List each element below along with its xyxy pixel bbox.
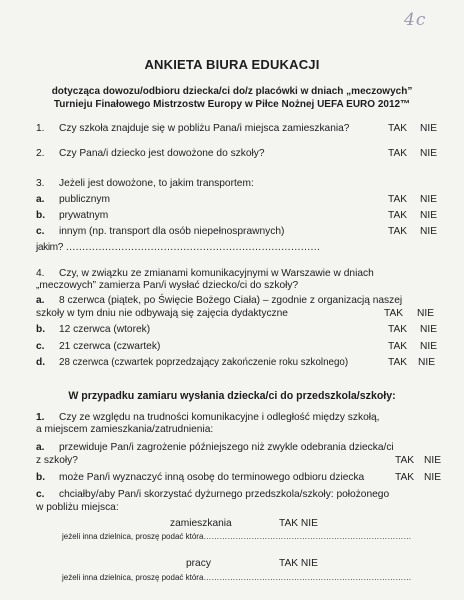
answer-tak[interactable]: TAK bbox=[388, 226, 408, 237]
option-text-line-2: z szkoły? bbox=[36, 455, 78, 466]
answer-tak[interactable]: TAK bbox=[388, 123, 408, 134]
option-text: 21 czerwca (czwartek) bbox=[59, 341, 161, 352]
question-number: 2. bbox=[36, 148, 45, 159]
answer-tak[interactable]: TAK bbox=[388, 148, 408, 159]
question-text: Czy szkoła znajduje się w pobliżu Pana/i miejsca zamieszkania? bbox=[59, 123, 350, 134]
question-number: 4. bbox=[36, 268, 45, 279]
answer-nie[interactable]: NIE bbox=[420, 210, 437, 221]
question-text: Czy Pana/i dziecko jest dowożone do szkoły? bbox=[59, 148, 265, 159]
option-letter: a. bbox=[36, 295, 45, 306]
option-text-line-1: 8 czerwca (piątek, po Święcie Bożego Ciała) – zgodnie z organizacją naszej bbox=[59, 295, 403, 306]
option-letter: a. bbox=[36, 194, 45, 205]
question-4-option-a-line-2 bbox=[36, 307, 438, 321]
answer-tak[interactable]: TAK bbox=[384, 308, 404, 319]
answer-nie[interactable]: NIE bbox=[424, 472, 441, 483]
question-number: 1. bbox=[36, 412, 45, 423]
option-text-line-2: szkoły w tym dniu nie odbywają się zajęcia dydaktyczne bbox=[36, 308, 288, 319]
question-3-option-c bbox=[36, 225, 438, 239]
answer-nie[interactable]: NIE bbox=[418, 357, 435, 368]
place-work-label: pracy bbox=[186, 558, 211, 569]
option-text: publicznym bbox=[59, 194, 110, 205]
question-3 bbox=[36, 177, 438, 191]
answer-tak[interactable]: TAK bbox=[388, 357, 408, 368]
option-letter: b. bbox=[36, 472, 46, 483]
answer-tak[interactable]: TAK bbox=[388, 324, 408, 335]
section-2-option-a bbox=[36, 441, 438, 455]
answer-nie[interactable]: NIE bbox=[420, 148, 437, 159]
answer-tak[interactable]: TAK bbox=[388, 194, 408, 205]
option-letter: c. bbox=[36, 341, 45, 352]
question-4-line-2 bbox=[36, 279, 438, 293]
option-text: 28 czerwca (czwartek poprzedzający zakończenie roku szkolnego) bbox=[59, 357, 349, 368]
option-letter: d. bbox=[36, 357, 46, 368]
question-3-option-a bbox=[36, 193, 438, 207]
answer-nie[interactable]: NIE bbox=[420, 324, 437, 335]
question-text-line-1: Czy ze względu na trudności komunikacyjne i odległość między szkołą, bbox=[59, 412, 380, 423]
answer-nie[interactable]: NIE bbox=[420, 341, 437, 352]
section-2-option-c-line-2 bbox=[36, 501, 438, 515]
subtitle-line-1: dotycząca dowozu/odbioru dziecka/ci do/z placówki w dniach „meczowych” bbox=[51, 86, 413, 97]
question-3-which[interactable] bbox=[36, 241, 438, 255]
option-text: może Pan/i wyznaczyć inną osobę do terminowego odbioru dziecka bbox=[59, 472, 365, 483]
question-4-option-b bbox=[36, 323, 438, 337]
question-text: Jeżeli jest dowożone, to jakim transportem: bbox=[59, 178, 254, 189]
answer-tak[interactable]: TAK bbox=[388, 341, 408, 352]
question-3-option-b bbox=[36, 209, 438, 223]
question-4-option-c bbox=[36, 340, 438, 354]
place-home-tak-nie[interactable]: TAK NIE bbox=[279, 518, 318, 529]
place-work-tak-nie[interactable]: TAK NIE bbox=[279, 558, 318, 569]
section-2-option-a-line-2 bbox=[36, 454, 441, 468]
which-transport-field[interactable]: jakim? …………………………………………………………………… bbox=[36, 242, 320, 253]
option-letter: c. bbox=[36, 489, 45, 500]
section-2-question-1-line-2 bbox=[36, 423, 438, 437]
option-text: innym (np. transport dla osób niepełnosprawnych) bbox=[59, 226, 285, 237]
option-text-line-1: przewiduje Pan/i zagrożenie późniejszego niż zwykle odebrania dziecka/ci bbox=[59, 442, 394, 453]
question-4-option-d bbox=[36, 356, 438, 370]
answer-tak[interactable]: TAK bbox=[395, 455, 415, 466]
place-home-label: zamieszkania bbox=[170, 518, 232, 529]
question-text-line-2: a miejscem zamieszkania/zatrudnienia: bbox=[36, 424, 214, 435]
document-title: ANKIETA BIURA EDUKACJI bbox=[144, 57, 320, 72]
option-letter: c. bbox=[36, 226, 45, 237]
section-2-option-c bbox=[36, 488, 438, 502]
question-number: 1. bbox=[36, 123, 45, 134]
option-letter: b. bbox=[36, 210, 46, 221]
option-text: prywatnym bbox=[59, 210, 109, 221]
option-letter: a. bbox=[36, 442, 45, 453]
place-home-district-field[interactable]: jeżeli inna dzielnica, proszę podać która…………………………………………………………………… bbox=[62, 532, 412, 541]
question-text-line-2: „meczowych” zamierza Pan/i wysłać dziecko/ci do szkoły? bbox=[36, 280, 299, 291]
question-text-line-1: Czy, w związku ze zmianami komunikacyjnymi w Warszawie w dniach bbox=[59, 268, 374, 279]
answer-nie[interactable]: NIE bbox=[420, 123, 437, 134]
place-work-district-field[interactable]: jeżeli inna dzielnica, proszę podać która…………………………………………………………………… bbox=[62, 573, 412, 582]
section-2-title: W przypadku zamiaru wysłania dziecka/ci do przedszkola/szkoły: bbox=[68, 390, 396, 402]
question-2 bbox=[36, 147, 438, 161]
option-text-line-1: chciałby/aby Pan/i skorzystać dyżurnego przedszkola/szkoły: położonego bbox=[59, 489, 390, 500]
answer-tak[interactable]: TAK bbox=[388, 210, 408, 221]
answer-nie[interactable]: NIE bbox=[420, 226, 437, 237]
subtitle-line-2: Turnieju Finałowego Mistrzostw Europy w Piłce Nożnej UEFA EURO 2012™ bbox=[53, 99, 411, 110]
option-text: 12 czerwca (wtorek) bbox=[59, 324, 151, 335]
handwritten-note: 4c bbox=[404, 10, 427, 30]
answer-tak[interactable]: TAK bbox=[395, 472, 415, 483]
question-number: 3. bbox=[36, 178, 45, 189]
answer-nie[interactable]: NIE bbox=[420, 194, 437, 205]
question-1 bbox=[36, 122, 438, 136]
option-letter: b. bbox=[36, 324, 46, 335]
answer-nie[interactable]: NIE bbox=[424, 455, 441, 466]
section-2-option-b bbox=[36, 471, 441, 485]
answer-nie[interactable]: NIE bbox=[417, 308, 434, 319]
option-text-line-2: w pobliżu miejsca: bbox=[36, 502, 119, 513]
question-4-option-a bbox=[36, 294, 438, 308]
